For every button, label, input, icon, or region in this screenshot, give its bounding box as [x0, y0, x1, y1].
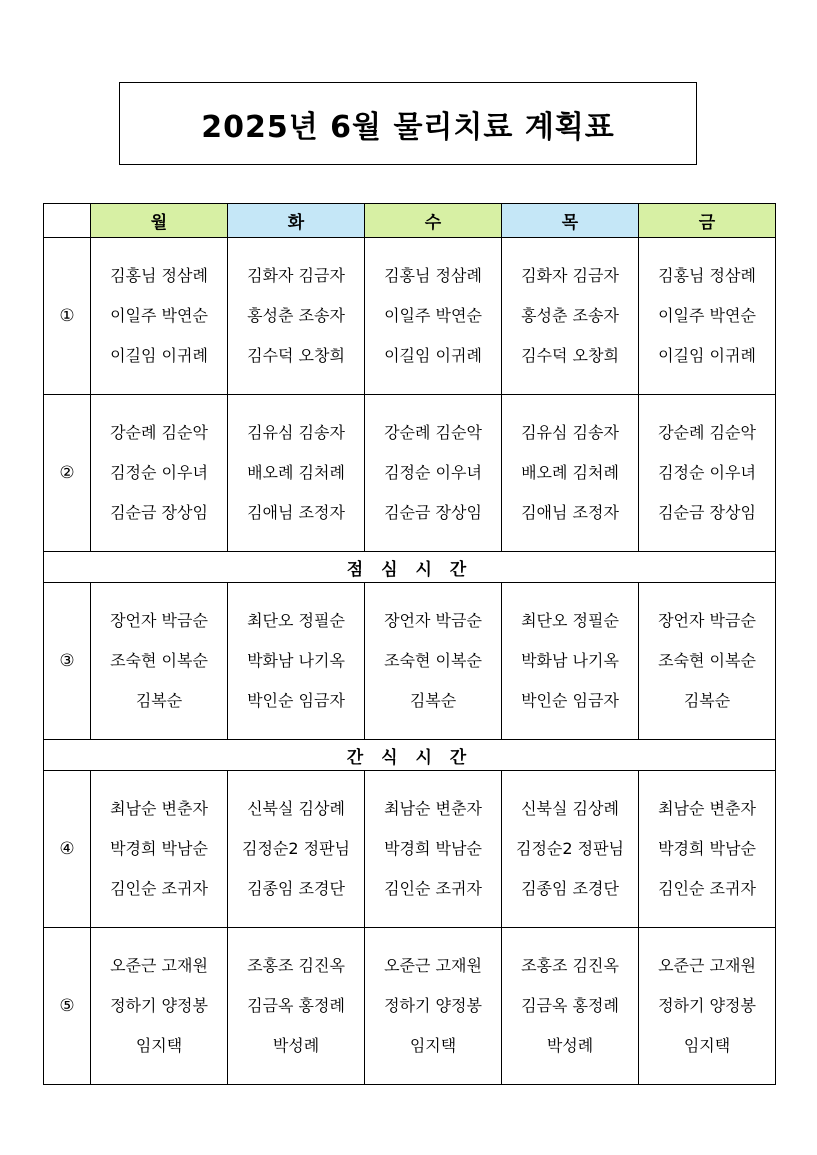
patient-pair: 신북실 김상례 — [247, 799, 345, 818]
patient-pair: 배오례 김처례 — [247, 463, 345, 482]
day-header-tue: 화 — [228, 204, 365, 238]
patient-pair: 김정순 이우녀 — [658, 463, 756, 482]
schedule-cell — [91, 583, 228, 740]
patient-pair: 오준근 고재원 — [110, 956, 208, 975]
schedule-cell — [228, 238, 365, 395]
schedule-cell — [639, 771, 776, 928]
patient-pair: 임지택 — [409, 1036, 457, 1055]
patient-pair: 김인순 조귀자 — [110, 879, 208, 898]
patient-pair: 임지택 — [135, 1036, 183, 1055]
patient-pair: 최남순 변춘자 — [110, 799, 208, 818]
day-header-fri: 금 — [639, 204, 776, 238]
schedule-cell — [502, 395, 639, 552]
schedule-cell — [639, 583, 776, 740]
slot-label: ① — [44, 238, 91, 395]
patient-pair: 조숙현 이복순 — [384, 651, 482, 670]
patient-pair: 박경희 박남순 — [658, 839, 756, 858]
patient-pair: 김순금 장상임 — [658, 503, 756, 522]
patient-pair: 김순금 장상임 — [110, 503, 208, 522]
patient-pair: 김정순2 정판님 — [241, 839, 350, 858]
schedule-cell — [502, 238, 639, 395]
patient-pair: 박인순 임금자 — [521, 691, 619, 710]
schedule-cell — [91, 928, 228, 1085]
schedule-cell — [228, 928, 365, 1085]
schedule-cell — [91, 238, 228, 395]
schedule-cell — [365, 771, 502, 928]
patient-pair: 김정순 이우녀 — [384, 463, 482, 482]
schedule-cell — [365, 928, 502, 1085]
day-header-mon: 월 — [91, 204, 228, 238]
patient-pair: 조숙현 이복순 — [110, 651, 208, 670]
patient-pair: 강순례 김순악 — [384, 423, 482, 442]
header-corner — [44, 204, 91, 238]
slot-label: ⑤ — [44, 928, 91, 1085]
header-row — [44, 204, 776, 238]
patient-pair: 장언자 박금순 — [110, 611, 208, 630]
patient-pair: 조홍조 김진옥 — [247, 956, 345, 975]
patient-pair: 이길임 이귀례 — [110, 346, 208, 365]
patient-pair: 김화자 김금자 — [521, 266, 619, 285]
patient-pair: 박성례 — [272, 1036, 320, 1055]
patient-pair: 이일주 박연순 — [110, 306, 208, 325]
patient-pair: 김홍님 정삼례 — [658, 266, 756, 285]
patient-pair: 김수덕 오창희 — [521, 346, 619, 365]
patient-pair: 최단오 정필순 — [521, 611, 619, 630]
schedule-cell — [365, 238, 502, 395]
patient-pair: 김정순2 정판님 — [515, 839, 624, 858]
patient-pair: 강순례 김순악 — [110, 423, 208, 442]
day-header-thu: 목 — [502, 204, 639, 238]
schedule-cell — [228, 583, 365, 740]
patient-pair: 김화자 김금자 — [247, 266, 345, 285]
patient-pair: 김순금 장상임 — [384, 503, 482, 522]
patient-pair: 박경희 박남순 — [384, 839, 482, 858]
patient-pair: 박화남 나기옥 — [247, 651, 345, 670]
day-header-wed: 수 — [365, 204, 502, 238]
patient-pair: 김복순 — [683, 691, 731, 710]
patient-pair: 조숙현 이복순 — [658, 651, 756, 670]
patient-pair: 박화남 나기옥 — [521, 651, 619, 670]
session-row-3 — [44, 583, 776, 740]
patient-pair: 정하기 양정봉 — [110, 996, 208, 1015]
session-row-4 — [44, 771, 776, 928]
patient-pair: 오준근 고재원 — [384, 956, 482, 975]
schedule-cell — [91, 395, 228, 552]
session-row-5 — [44, 928, 776, 1085]
page-title: 2025년 6월 물리치료 계획표 — [201, 109, 615, 145]
patient-pair: 김인순 조귀자 — [384, 879, 482, 898]
patient-pair: 김유심 김송자 — [521, 423, 619, 442]
patient-pair: 정하기 양정봉 — [384, 996, 482, 1015]
patient-pair: 최단오 정필순 — [247, 611, 345, 630]
patient-pair: 이길임 이귀례 — [658, 346, 756, 365]
patient-pair: 최남순 변춘자 — [658, 799, 756, 818]
patient-pair: 신북실 김상례 — [521, 799, 619, 818]
lunch-break-label: 점 심 시 간 — [44, 552, 776, 583]
patient-pair: 이일주 박연순 — [384, 306, 482, 325]
patient-pair: 김애님 조정자 — [247, 503, 345, 522]
patient-pair: 김홍님 정삼례 — [110, 266, 208, 285]
patient-pair: 조홍조 김진옥 — [521, 956, 619, 975]
patient-pair: 김종임 조경단 — [521, 879, 619, 898]
patient-pair: 임지택 — [683, 1036, 731, 1055]
schedule-cell — [91, 771, 228, 928]
schedule-table — [43, 203, 776, 1085]
patient-pair: 김유심 김송자 — [247, 423, 345, 442]
lunch-break-row — [44, 552, 776, 583]
patient-pair: 김복순 — [409, 691, 457, 710]
schedule-cell — [365, 395, 502, 552]
schedule-cell — [639, 928, 776, 1085]
patient-pair: 이길임 이귀례 — [384, 346, 482, 365]
slot-label: ④ — [44, 771, 91, 928]
patient-pair: 정하기 양정봉 — [658, 996, 756, 1015]
patient-pair: 장언자 박금순 — [384, 611, 482, 630]
session-row-1 — [44, 238, 776, 395]
patient-pair: 오준근 고재원 — [658, 956, 756, 975]
session-row-2 — [44, 395, 776, 552]
title-box — [119, 82, 697, 165]
patient-pair: 김정순 이우녀 — [110, 463, 208, 482]
patient-pair: 배오례 김처례 — [521, 463, 619, 482]
schedule-cell — [502, 928, 639, 1085]
patient-pair: 강순례 김순악 — [658, 423, 756, 442]
patient-pair: 김종임 조경단 — [247, 879, 345, 898]
patient-pair: 홍성춘 조송자 — [521, 306, 619, 325]
patient-pair: 김홍님 정삼례 — [384, 266, 482, 285]
schedule-cell — [228, 395, 365, 552]
snack-break-label: 간 식 시 간 — [44, 740, 776, 771]
patient-pair: 김애님 조정자 — [521, 503, 619, 522]
patient-pair: 김금옥 홍정례 — [521, 996, 619, 1015]
schedule-cell — [639, 238, 776, 395]
schedule-cell — [502, 771, 639, 928]
slot-label: ③ — [44, 583, 91, 740]
schedule-cell — [502, 583, 639, 740]
patient-pair: 김인순 조귀자 — [658, 879, 756, 898]
patient-pair: 장언자 박금순 — [658, 611, 756, 630]
patient-pair: 김금옥 홍정례 — [247, 996, 345, 1015]
patient-pair: 이일주 박연순 — [658, 306, 756, 325]
patient-pair: 홍성춘 조송자 — [247, 306, 345, 325]
patient-pair: 박경희 박남순 — [110, 839, 208, 858]
schedule-cell — [365, 583, 502, 740]
patient-pair: 최남순 변춘자 — [384, 799, 482, 818]
snack-break-row — [44, 740, 776, 771]
patient-pair: 박성례 — [546, 1036, 594, 1055]
schedule-cell — [639, 395, 776, 552]
patient-pair: 김수덕 오창희 — [247, 346, 345, 365]
slot-label: ② — [44, 395, 91, 552]
patient-pair: 김복순 — [135, 691, 183, 710]
patient-pair: 박인순 임금자 — [247, 691, 345, 710]
schedule-cell — [228, 771, 365, 928]
